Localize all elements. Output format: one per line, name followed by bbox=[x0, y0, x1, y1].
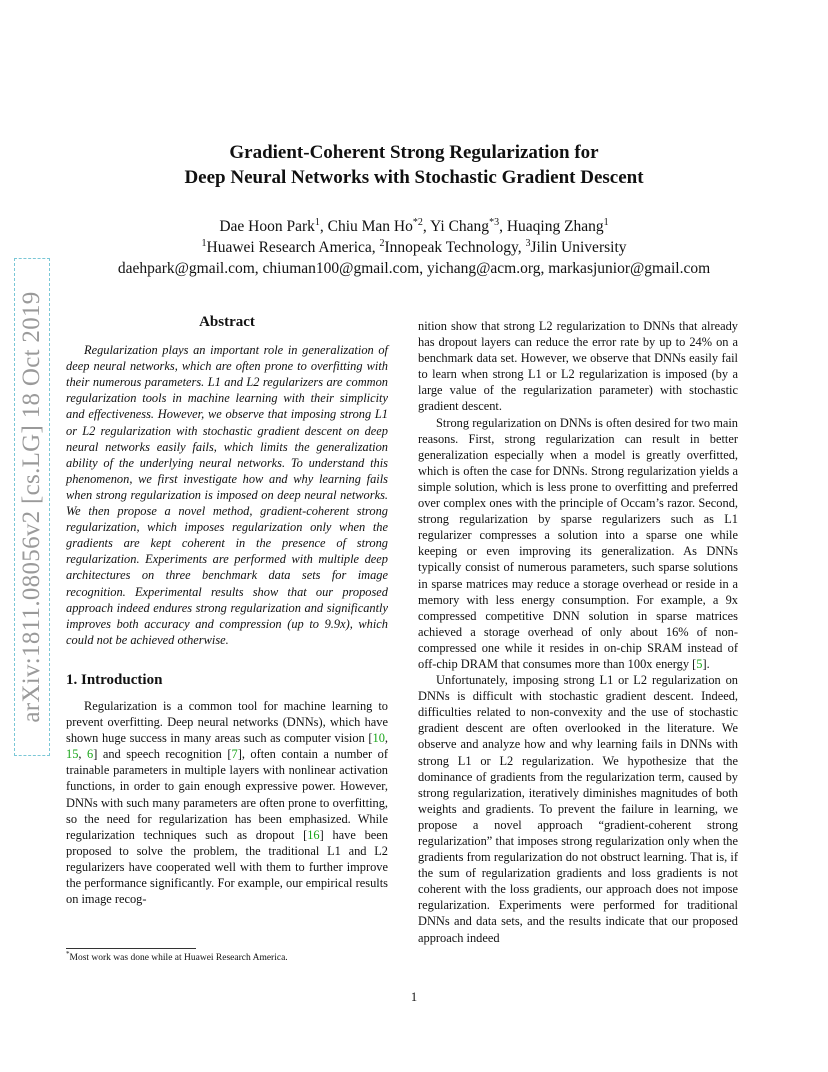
author-4: Huaqing Zhang bbox=[506, 218, 604, 235]
citation-15[interactable]: 15 bbox=[66, 747, 79, 762]
page-number: 1 bbox=[410, 990, 418, 1004]
footnote-mark: * bbox=[66, 949, 70, 958]
aff-1: Huawei Research America, bbox=[206, 239, 380, 256]
intro-text-d: ] have been proposed to solve the problem, the traditional L1 and L2 regularizers have cooperated well with them to further improve the performance significantly. For example, our empirical results on image recog- bbox=[66, 827, 389, 907]
footnote-rule bbox=[66, 948, 196, 949]
aff-2-sup: 2 bbox=[379, 237, 385, 249]
intro-text-b: ] and speech recognition [ bbox=[93, 747, 232, 762]
aff-3: Jilin University bbox=[530, 239, 627, 256]
author-2-sup: *2 bbox=[412, 216, 423, 228]
left-column bbox=[66, 312, 388, 907]
citation-10[interactable]: 10 bbox=[372, 731, 385, 746]
author-block bbox=[0, 216, 828, 279]
title-line-2: Deep Neural Networks with Stochastic Gradient Descent bbox=[184, 167, 644, 188]
author-1: Dae Hoon Park bbox=[219, 218, 315, 235]
citation-5[interactable]: 5 bbox=[696, 656, 703, 671]
intro-paragraph-1 bbox=[66, 698, 388, 907]
author-2: Chiu Man Ho bbox=[327, 218, 413, 235]
author-4-sup: 1 bbox=[603, 216, 609, 228]
citation-16[interactable]: 16 bbox=[307, 827, 320, 842]
right-paragraph-1: nition show that strong L2 regularization to DNNs that already has dropout layers can reduce the error rate by up to 24% on a benchmark data set. However, we observe that DNNs easily fail to learn when strong L1 or L2 regularization is imposed (by a large value of the regularization parameter) with stochastic gradient descent. bbox=[418, 319, 738, 414]
aff-2: Innopeak Technology, bbox=[384, 239, 526, 256]
author-names: Dae Hoon Park$^1$, Chiu Man Ho$^{*2}$, Yi Chang$^{*3}$, Huaqing Zhang$^1$ bbox=[219, 216, 609, 235]
right-paragraph-3: Unfortunately, imposing strong L1 or L2 regularization on DNNs is difficult with stochastic gradient descent. Indeed, difficulties related to non-convexity and the use of stochastic gradient descent are often overlooked in the literature. We observe and analyze how and why learning fails in DNNs with strong L1 or L2 regularization. We hypothesize that the dominance of gradients from the regularization term, caused by strong regularization, iteratively diminishes magnitudes of both weights and gradients. To prevent the failure in learning, we propose a novel approach “gradient-coherent strong regularization” that imposes strong regularization only when the gradients from regularization do not obstruct learning. That is, if the sum of regularization gradients and loss gradients is not coherent with the loss gradients, our approach does not impose regularization. Experiments were performed for traditional DNNs and data sets, and the results indicate that our proposed approach indeed bbox=[418, 673, 738, 945]
abstract-text: Regularization plays an important role in generalization of deep neural networks, which are often prone to overfitting with their numerous parameters. L1 and L2 regularizers are common regularization tools in machine learning with their simplicity and effectiveness. However, we observe that imposing strong L1 or L2 regularization with stochastic gradient descent on deep neural networks easily fails, which limits the generalization ability of the underlying neural networks. To understand this phenomenon, we first investigate how and why learning fails when strong regularization is imposed on deep neural networks. We then propose a novel method, gradient-coherent strong regularization, which imposes regularization only when the gradients are kept coherent in the presence of strong regularization. Experiments are performed with multiple deep architectures on three benchmark data sets for image recognition. Experimental results show that our proposed approach indeed endures strong regularization and significantly improves both accuracy and compression (up to 9.9x), which could not be achieved otherwise. bbox=[66, 343, 388, 647]
paper-title bbox=[0, 140, 828, 190]
right-column bbox=[418, 318, 738, 946]
citation-7[interactable]: 7 bbox=[231, 747, 238, 762]
intro-text-a: Regularization is a common tool for machine learning to prevent overfitting. Deep neural networks (DNNs), which have shown huge success in many areas such as computer vision [ bbox=[66, 698, 388, 746]
aff-3-sup: 3 bbox=[525, 237, 531, 249]
right-paragraph-2 bbox=[418, 415, 738, 673]
intro-text-c: ], often contain a number of trainable parameters in multiple layers with nonlinear activation functions, in order to gain enough expressive power. However, DNNs with such many parameters are often prone to overfitting, so the need for regularization has been emphasized. While regularization techniques such as dropout [ bbox=[66, 747, 388, 842]
arxiv-id: arXiv:1811.08056v2 [cs.LG] 18 Oct 2019 bbox=[18, 291, 45, 723]
author-3-sup: *3 bbox=[489, 216, 500, 228]
arxiv-stamp bbox=[14, 258, 50, 756]
right-p2-text-a: Strong regularization on DNNs is often desired for two main reasons. First, strong regularization can result in better generalization especially when a model is greatly overfitted, which is often the case for DNNs. Strong regularization yields a simple solution, which is less prone to overfitting and preferred over complex ones with the principle of Occam’s razor. Second, strong regularization by sparse regularizers such as L1 regularizer compresses a solution into a sparse one while keeping or even improving its generalization. As DNNs typically consist of numerous parameters, such sparse solutions in sparse matrices may reduce a storage overhead or reside in a memory with less energy consumption. For example, a 9x compressed competitive DNN solution in sparse matrices achieved a storage overhead of only about 16% of non-compressed one while it resides in on-chip SRAM instead of off-chip DRAM that consumes more than 100x energy [ bbox=[418, 415, 738, 671]
aff-1-sup: 1 bbox=[201, 237, 207, 249]
footnote bbox=[66, 949, 388, 964]
cite-sep-2: , bbox=[78, 747, 87, 762]
citation-6[interactable]: 6 bbox=[87, 747, 94, 762]
cite-sep-1: , bbox=[384, 731, 388, 746]
title-line-1: Gradient-Coherent Strong Regularization for bbox=[229, 142, 599, 163]
author-emails: daehpark@gmail.com, chiuman100@gmail.com, yichang@acm.org, markasjunior@gmail.com bbox=[117, 260, 711, 277]
footnote-text: Most work was done while at Huawei Research America. bbox=[69, 953, 288, 963]
abstract-heading: Abstract bbox=[199, 314, 255, 330]
affiliations bbox=[0, 237, 828, 258]
right-p2-text-b: ]. bbox=[702, 656, 710, 671]
section-heading-introduction: 1. Introduction bbox=[66, 671, 163, 688]
author-3: Yi Chang bbox=[430, 218, 490, 235]
author-1-sup: 1 bbox=[314, 216, 320, 228]
